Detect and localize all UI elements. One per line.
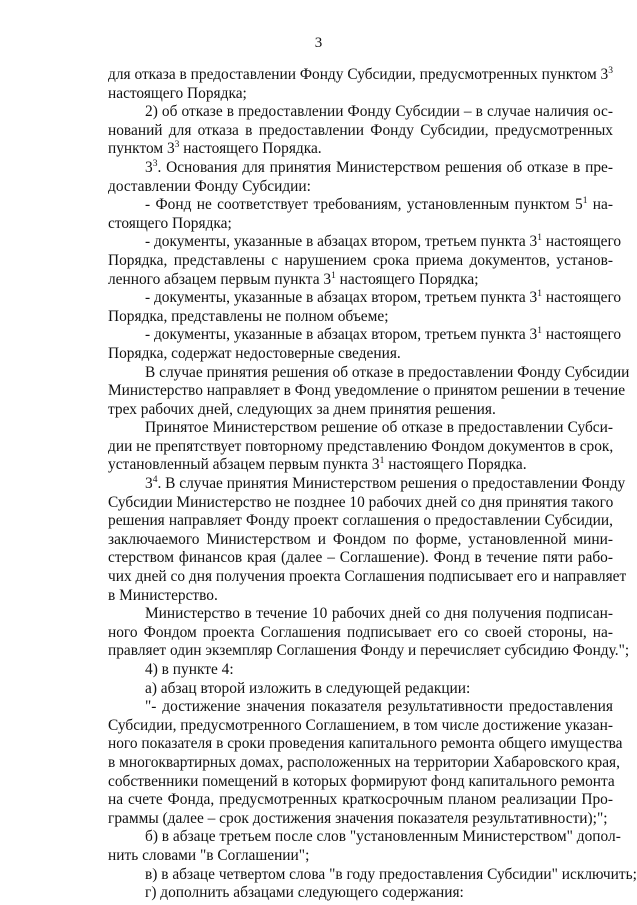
text-run: в многоквартирных домах, расположенных на территории Хабаровского края, (108, 753, 620, 771)
superscript: 1 (582, 196, 588, 207)
text-run: Субсидии, предусмотренного Соглашением, в том числе достижение указан- (108, 716, 613, 734)
superscript: 3 (608, 66, 613, 76)
text-line (108, 717, 613, 736)
text-line (108, 196, 613, 215)
text-line (108, 233, 622, 252)
text-line (108, 345, 613, 364)
text-line (108, 382, 626, 401)
text-run: - Фонд не соответствует требованиям, установленным пунктом 5 (145, 196, 583, 214)
text-line (108, 698, 613, 717)
text-run: заключаемого Министерством и Фондом по форме, установленной мини- (108, 530, 613, 548)
text-line (108, 178, 613, 197)
text-run: чих дней со дня получения проекта Соглашения подписывает его и направляет (108, 568, 627, 586)
text-line (108, 271, 613, 290)
text-line (108, 680, 613, 699)
text-run: настоящего (542, 289, 622, 307)
text-run: ного показателя в сроки проведения капитального ремонта общего имущества (108, 735, 623, 753)
text-run: настоящего Порядка. (384, 456, 527, 474)
text-run: а) абзац второй изложить в следующей редакции: (145, 679, 471, 697)
text-line (108, 419, 613, 438)
text-line (108, 122, 613, 141)
text-run: стоящего Порядка; (108, 214, 232, 232)
text-run: дии не препятствует повторному представлению Фондом документов в срок, (108, 437, 614, 455)
text-run: ного Фондом проекта Соглашения подписывает его со своей стороны, на- (108, 623, 613, 641)
superscript: 1 (537, 289, 543, 300)
text-run: - документы, указанные в абзацах втором, третьем пункта 3 (145, 289, 538, 307)
text-run: нить словами "в Соглашении"; (108, 846, 310, 864)
text-line (108, 363, 630, 383)
document-body (108, 66, 637, 903)
text-line (108, 605, 613, 624)
text-line (108, 475, 626, 494)
text-run: Порядка, содержат недостоверные сведения. (108, 344, 401, 362)
text-run: г) дополнить абзацами следующего содержания: (145, 884, 464, 902)
text-run: Порядка, представлены с нарушением срока приема документов, установ- (108, 251, 613, 269)
text-run: собственники помещений в которых формируют фонд капитального ремонта (108, 772, 615, 790)
text-line (108, 587, 613, 606)
text-run: Порядка, представлены не полном объеме; (108, 307, 389, 325)
text-run: "- достижение значения показателя результативности предоставления (145, 698, 613, 716)
text-line (108, 624, 613, 643)
text-line (108, 773, 613, 792)
text-line (108, 549, 613, 568)
text-line (108, 401, 613, 420)
superscript: 3 (174, 140, 180, 151)
text-run: б) в абзаце третьем после слов "установленным Министерством" допол- (145, 828, 621, 846)
page-number: 3 (314, 35, 323, 51)
text-line (108, 810, 613, 829)
text-run: В случае принятия решения об отказе в предоставлении Фонду Субсидии (145, 363, 630, 381)
text-run: настоящего (542, 326, 622, 344)
text-run: правляет один экземпляр Соглашения Фонду и перечисляет субсидию Фонду."; (108, 642, 630, 660)
superscript: 1 (331, 270, 336, 281)
text-run: в) в абзаце четвертом слова "в году предоставления Субсидии" исключить; (145, 865, 637, 883)
text-line (108, 140, 613, 159)
text-run: в Министерство. (108, 586, 218, 604)
text-run: на счете Фонда, предусмотренных краткосрочным планом реализации Про- (108, 791, 613, 809)
text-line (108, 326, 622, 345)
text-line (108, 494, 613, 513)
text-line (108, 456, 613, 475)
text-line (108, 661, 613, 680)
text-line (108, 531, 613, 550)
text-run: пунктом 3 (108, 140, 175, 158)
text-run: нований для отказа в предоставлении Фонду Субсидии, предусмотренных (108, 121, 613, 139)
text-line (108, 66, 613, 85)
text-run: . Основания для принятия Министерством решения об отказе в пре- (157, 158, 613, 176)
superscript: 1 (537, 326, 543, 337)
text-run: для отказа в предоставлении Фонду Субсидии, предусмотренных пунктом 3 (108, 66, 609, 83)
text-run: решения направляет Фонду проект соглашения о предоставлении Субсидии, (108, 512, 613, 530)
text-line (108, 289, 622, 308)
text-line (108, 103, 613, 122)
text-run: доставлении Фонду Субсидии: (108, 177, 311, 195)
text-line (108, 865, 637, 885)
text-line (108, 828, 621, 847)
text-run: 3 (145, 475, 153, 493)
text-run: установленный абзацем первым пункта 3 (108, 456, 380, 474)
text-run: Министерство в течение 10 рабочих дней со дня получения подписан- (145, 605, 613, 623)
text-line (108, 791, 613, 810)
superscript: 1 (537, 233, 543, 244)
text-run: на- (587, 196, 613, 214)
text-run: 4) в пункте 4: (145, 661, 234, 678)
superscript: 4 (152, 475, 158, 486)
text-run: Субсидии Министерство не позднее 10 рабочих дней со дня принятия такого (108, 493, 614, 511)
text-run: Принятое Министерством решение об отказе в предоставлении Субси- (145, 419, 613, 437)
text-run: стерством финансов края (далее – Соглашение). Фонд в течение пяти рабо- (108, 549, 613, 567)
text-run: настоящего Порядка. (179, 140, 322, 158)
text-line (108, 753, 620, 773)
text-line (108, 252, 613, 271)
text-run: трех рабочих дней, следующих за днем принятия решения. (108, 400, 496, 418)
text-line (108, 512, 613, 531)
text-line (108, 884, 613, 903)
text-run: - документы, указанные в абзацах втором, третьем пункта 3 (145, 233, 538, 251)
text-run: . В случае принятия Министерством решения о предоставлении Фонду (157, 475, 626, 493)
superscript: 1 (379, 456, 385, 467)
text-line (108, 85, 613, 104)
text-run: граммы (далее – срок достижения значения показателя результативности);"; (108, 809, 608, 827)
text-run: 3 (145, 158, 153, 176)
text-line (108, 308, 613, 327)
text-line (108, 438, 613, 457)
text-line (108, 642, 630, 661)
text-run: 2) об отказе в предоставлении Фонду Субсидии – в случае наличия ос- (145, 103, 613, 121)
text-line (108, 847, 613, 866)
text-line (108, 159, 613, 178)
text-run: настоящего (542, 233, 622, 251)
text-line (108, 215, 613, 234)
text-run: ленного абзацем первым пункта 3 (108, 270, 332, 288)
text-run: - документы, указанные в абзацах втором, третьем пункта 3 (145, 326, 538, 344)
text-run: настоящего Порядка; (335, 270, 479, 288)
text-line (108, 735, 623, 754)
text-run: настоящего Порядка; (108, 84, 247, 102)
text-line (108, 568, 627, 587)
text-run: Министерство направляет в Фонд уведомление о принятом решении в течение (108, 382, 626, 400)
superscript: 3 (152, 158, 158, 169)
